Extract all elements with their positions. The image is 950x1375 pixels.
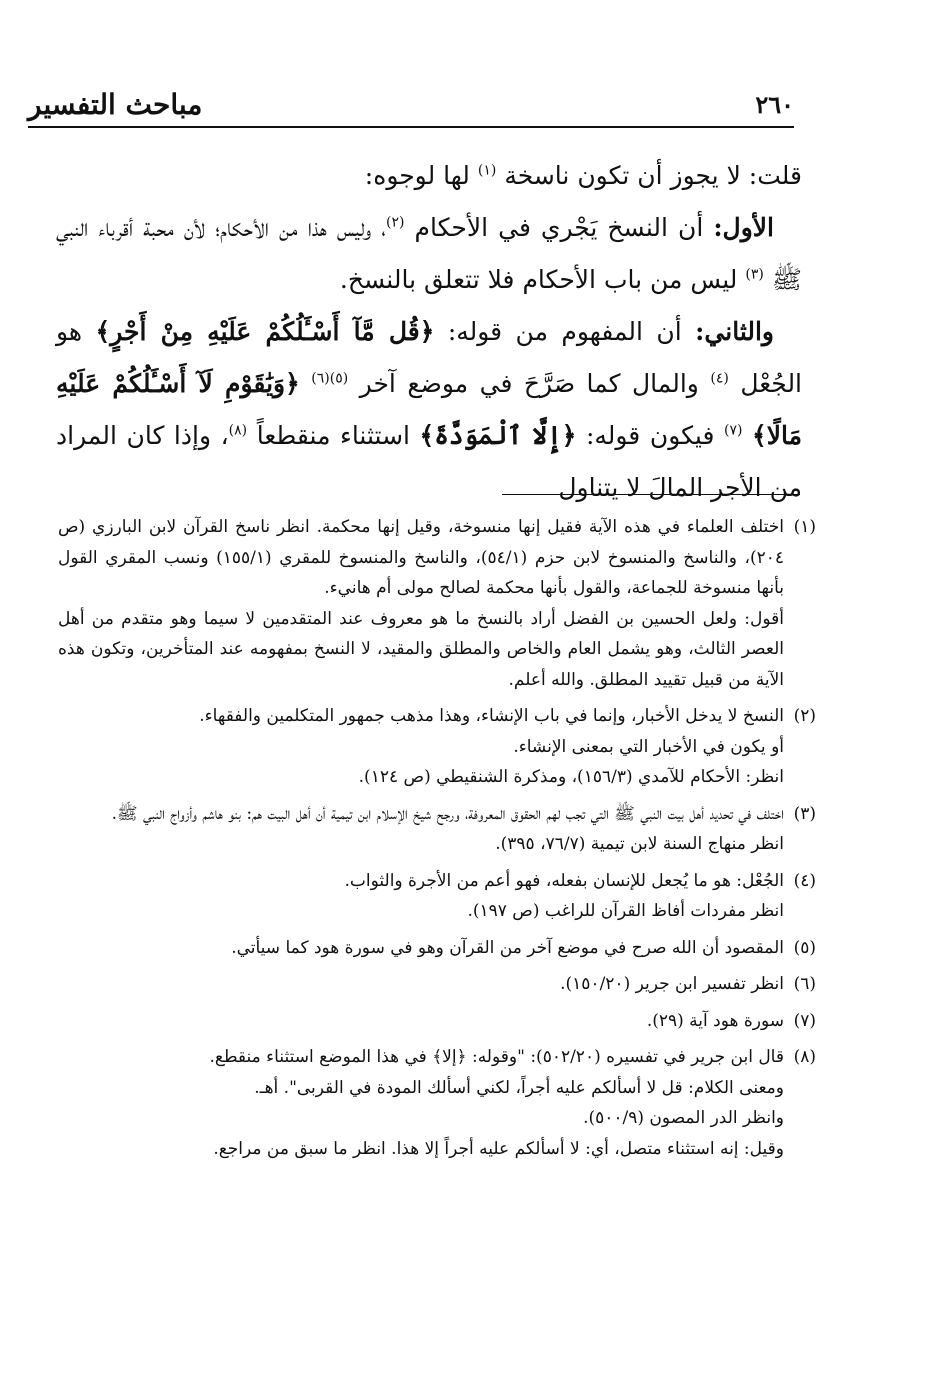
footnote-1: (١)اختلف العلماء في هذه الآية فقيل إنها منسوخة، وقيل إنها محكمة. انظر ناسخ القرآن لابن البارزي (ص ٢٠٤)، والناسخ والمنسوخ لابن حزم (٥٤/١)، والناسخ والمنسوخ للمقري (١٥٥/١) ونسب المقري القول بأنها منسوخة للجماعة، والقول بأنها محكمة لصالح مولى أم هانيء. أقول: ولعل الحسين بن الفضل أراد بالنسخ ما هو معروف عند المتقدمين لا سيما وهو متقدم من أهل العصر الثالث، وهو يشمل العام والخاص والمطلق والمقيد، لا النسخ بمفهومه عند المتأخرين، وتكون هذه الآية من قبيل تقييد المطلق. والله أعلم. — [58, 512, 816, 695]
footnote-ref: (٤) — [710, 370, 729, 387]
footnote-separator — [502, 494, 800, 495]
footnote-ref: (٣) — [745, 266, 764, 283]
lead-word: والثاني: — [695, 317, 774, 346]
footnote-number: (١) — [793, 517, 816, 537]
page-number: ٢٦٠ — [755, 90, 794, 119]
footnote-8: (٨)قال ابن جرير في تفسيره (٥٠٢/٢٠): "وقوله: ﴿إلا﴾ في هذا الموضع استثناء منقطع. ومعنى الكلام: قل لا أسألكم عليه أجراً، لكني أسألك المودة في القربى". أهـ. وانظر الدر المصون (٥٠٠/٩). وقيل: إنه استثناء متصل، أي: لا أسألكم عليه أجراً إلا هذا. انظر ما سبق من مراجع. — [58, 1042, 816, 1164]
footnote-4: (٤)الجُعْل: هو ما يُجعل للإنسان بفعله، فهو أعم من الأجرة والثواب. انظر مفردات أفاظ القرآن للراغب (ص ١٩٧). — [58, 866, 816, 927]
footnote-ref: (٧) — [724, 422, 743, 439]
paragraph-first-reason: الأول: أن النسخ يَجْري في الأحكام $^{(٢)}$، وليس هذا من الأحكام؛ لأن محبة أقرباء النبي ﷺ $^{(٣)}$ ليس من باب الأحكام فلا تتعلق بالنسخ. — [56, 213, 802, 294]
footnote-6: (٦)انظر تفسير ابن جرير (١٥٠/٢٠). — [58, 969, 816, 1000]
quran-verse: ﴿قُل مَّآ أَسْـَٔلُكُمْ عَلَيْهِ مِنْ أَجْرٍ﴾ — [95, 317, 435, 346]
paragraph-intro: قلت: لا يجوز أن تكون ناسخة $^{(١)}$ لها لوجوه: — [364, 161, 802, 190]
footnotes — [58, 512, 816, 1170]
footnote-number: (٦) — [793, 974, 816, 994]
footnote-ref: (١) — [477, 162, 497, 179]
running-title: مباحث التفسير — [28, 88, 203, 121]
footnote-ref: (٨) — [228, 422, 248, 439]
footnote-number: (٤) — [793, 870, 816, 891]
footnote-ref: (٢) — [386, 214, 405, 231]
footnote-7: (٧)سورة هود آية (٢٩). — [58, 1006, 816, 1037]
paragraph-second-reason: والثاني: أن المفهوم من قوله: ﴿قُل مَّآ أَسْـَٔلُكُمْ عَلَيْهِ مِنْ أَجْرٍ﴾ هو الجُعْل $^{(٤)}$ والمال كما صَرَّحَ في موضع آخر $^{(٥)(٦)}$ ﴿وَيَٰقَوْمِ لَآ أَسْـَٔلُكُمْ عَلَيْهِ مَالًا﴾ $^{(٧)}$ فيكون قوله: ﴿إِلَّا ٱلْمَوَدَّةَ﴾ استثناء منقطعاً $^{(٨)}$، وإذا كان المراد من الأجر المالَ لا يتناول — [56, 317, 803, 502]
footnote-number: (٣) — [793, 803, 816, 824]
footnote-3: (٣)اختلف في تحديد أهل بيت النبي ﷺ التي تجب لهم الحقوق المعروفة، ورجح شيخ الإسلام ابن تيمية أن أهل البيت هم: بنو هاشم وأزواج النبي ﷺ. انظر منهاج السنة لابن تيمية (٧٦/٧، ٣٩٥). — [58, 799, 816, 860]
footnote-number: (٨) — [793, 1047, 816, 1067]
lead-word: الأول: — [713, 213, 774, 242]
quran-verse: ﴿إِلَّا ٱلْمَوَدَّةَ﴾ — [419, 421, 577, 450]
footnote-ref: (٥) — [329, 370, 349, 387]
main-text — [56, 150, 802, 514]
quran-verse: ﴿وَيَٰقَوْمِ لَآ أَسْـَٔلُكُمْ عَلَيْهِ مَالًا﴾ — [56, 369, 802, 450]
page-header — [28, 86, 794, 128]
footnote-number: (٥) — [793, 937, 816, 958]
footnote-5: (٥)المقصود أن الله صرح في موضع آخر من القرآن وهو في سورة هود كما سيأتي. — [58, 933, 816, 964]
footnote-2: (٢)النسخ لا يدخل الأخبار، وإنما في باب الإنشاء، وهذا مذهب جمهور المتكلمين والفقهاء. أو يكون في الأخبار التي بمعنى الإنشاء. انظر: الأحكام للآمدي (١٥٦/٣)، ومذكرة الشنقيطي (ص ١٢٤). — [58, 701, 816, 793]
footnote-number: (٢) — [793, 706, 816, 726]
footnote-ref: (٦) — [311, 370, 330, 387]
footnote-number: (٧) — [793, 1010, 816, 1031]
